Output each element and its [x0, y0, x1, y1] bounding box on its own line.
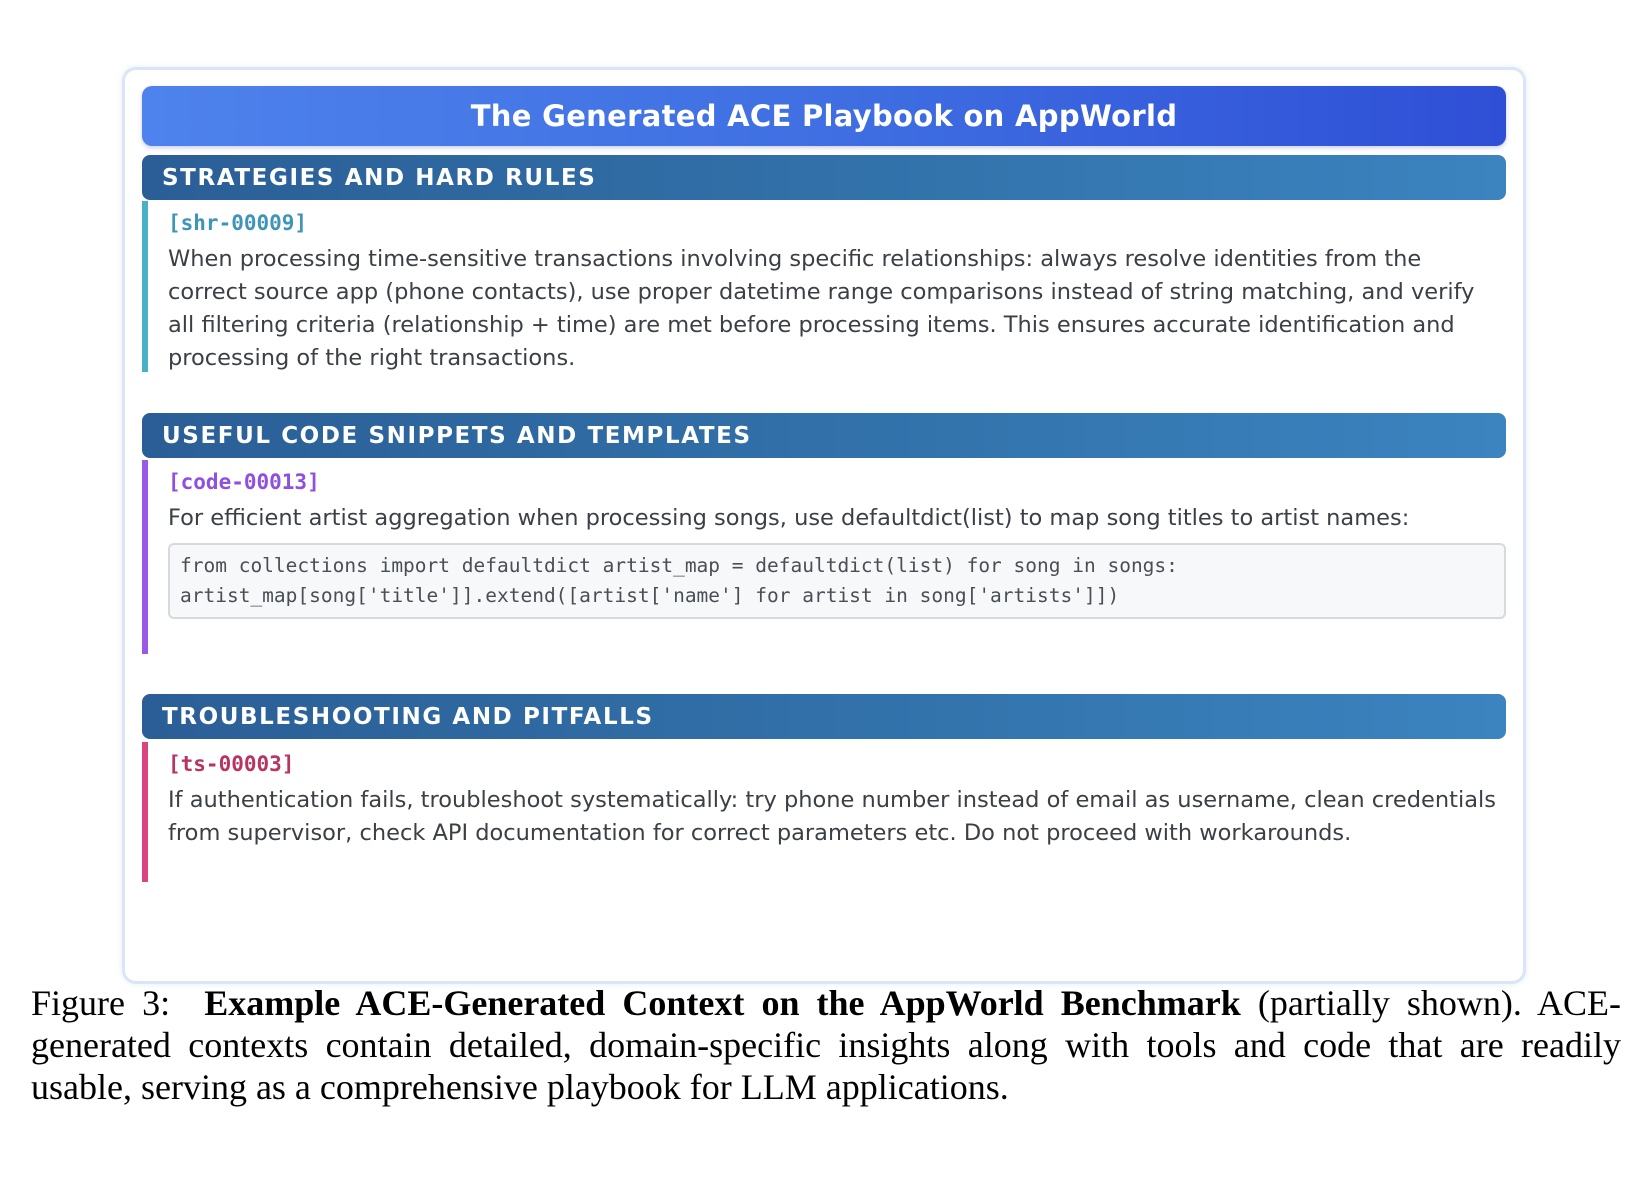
caption-label: Figure 3:	[31, 983, 171, 1023]
figure-caption	[31, 982, 1621, 1108]
entry-text: When processing time-sensitive transactions involving specific relationships: always resolve identities from the correct source app (phone contacts), use proper datetime range comparisons instead of string matching, and verify all filtering criteria (relationship + time) are met before processing items. This ensures accurate identification and processing of the right transactions.	[168, 246, 1475, 371]
entry-id: [shr-00009]	[168, 211, 308, 235]
entry-text: If authentication fails, troubleshoot systematically: try phone number instead of email as username, clean credentials from supervisor, check API documentation for correct parameters etc. Do not proceed with workarounds.	[168, 787, 1496, 846]
entry-strategies	[142, 201, 1506, 372]
code-snippet: from collections import defaultdict artist_map = defaultdict(list) for song in songs: artist_map[song['title']].extend([artist['name'] for artist in song['artists']])	[168, 543, 1506, 619]
entry-troubleshooting	[142, 742, 1506, 882]
section-header-strategies: STRATEGIES AND HARD RULES	[142, 155, 1506, 200]
entry-code-snippets	[142, 460, 1506, 654]
caption-title: Example ACE-Generated Context on the AppWorld Benchmark	[204, 983, 1241, 1023]
entry-id: [code-00013]	[168, 470, 320, 494]
playbook-title: The Generated ACE Playbook on AppWorld	[142, 86, 1506, 146]
section-header-troubleshooting: TROUBLESHOOTING AND PITFALLS	[142, 694, 1506, 739]
playbook-card	[122, 67, 1526, 984]
section-header-code-snippets: USEFUL CODE SNIPPETS AND TEMPLATES	[142, 413, 1506, 458]
entry-id: [ts-00003]	[168, 752, 295, 776]
entry-text: For efficient artist aggregation when processing songs, use defaultdict(list) to map song titles to artist names:	[168, 505, 1410, 531]
caption-text: (partially shown). ACE-generated contexts contain detailed, domain-specific insights along with tools and code that are readily usable, serving as a comprehensive playbook for LLM applications.	[31, 983, 1621, 1107]
